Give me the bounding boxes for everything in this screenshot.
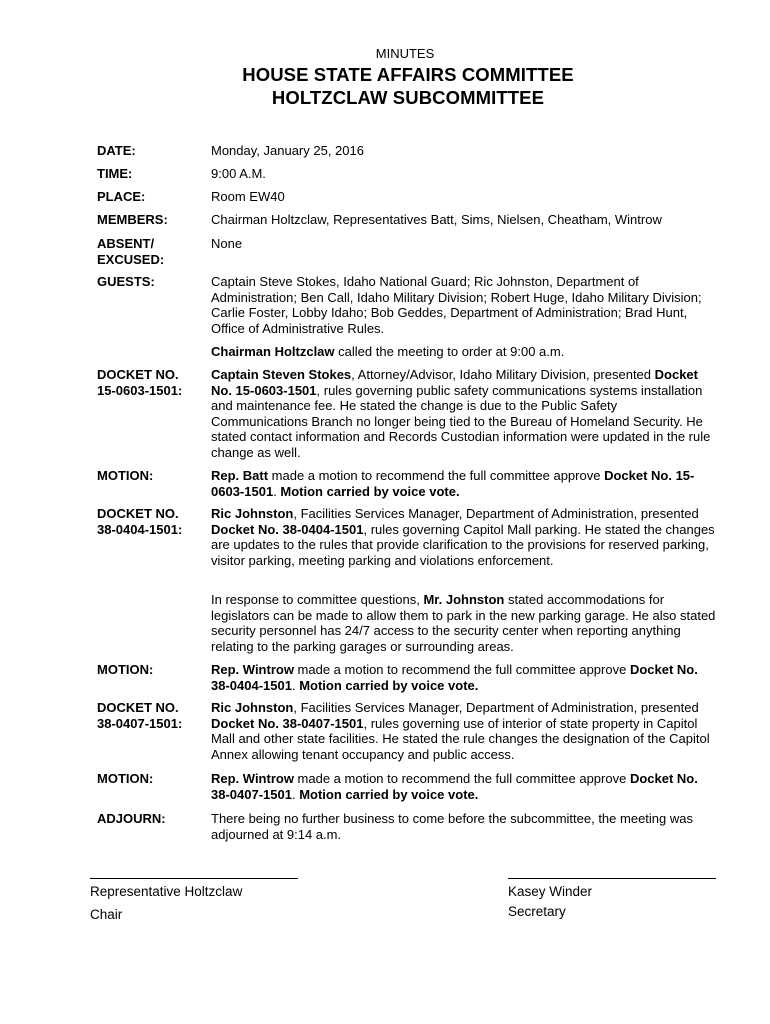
docket-3-presenter: Ric Johnston	[211, 700, 294, 715]
secretary-name: Kasey Winder	[508, 884, 593, 899]
time-label: TIME:	[97, 166, 133, 181]
docket-3-label	[97, 700, 209, 731]
motion-1-text	[211, 468, 717, 499]
members-label: MEMBERS:	[97, 212, 168, 227]
secretary-title: Secretary	[508, 904, 566, 919]
docket-1-text	[211, 367, 717, 461]
docket-3-label-line1: DOCKET NO.	[97, 700, 179, 715]
date-value: Monday, January 25, 2016	[211, 143, 364, 158]
absent-value: None	[211, 236, 243, 251]
docket-2-number: Docket No. 38-0404-1501	[211, 521, 364, 537]
docket-2-presenter: Ric Johnston	[211, 506, 294, 521]
docket-1-text-b: , rules governing public safety communications systems installation and maintenance fee. He stated the change is due to the Public Safety Communications Branch no longer being tied to the Bureau of Homeland Security. He stated contact information and Records Custodian information were updated in the rule change as well.	[211, 382, 711, 460]
chairman-name: Chairman Holtzclaw	[211, 344, 335, 359]
motion-1-text-b: .	[273, 483, 281, 499]
chair-title: Chair	[90, 907, 123, 922]
docket-2-discussion-b: stated accommodations for legislators can be made to allow them to park in the new parking garage. He also stated security personnel has 24/7 access to the security center when reporting anything relating to the parking garages or surrounding areas.	[211, 592, 716, 654]
docket-2-label	[97, 506, 209, 537]
absent-label	[97, 236, 209, 267]
absent-label-line1: ABSENT/	[97, 236, 155, 251]
motion-3-text	[211, 771, 717, 802]
minutes-heading: MINUTES	[375, 46, 435, 61]
motion-1-rep: Rep. Batt	[211, 468, 269, 483]
motion-3-rep: Rep. Wintrow	[211, 771, 294, 786]
members-value: Chairman Holtzclaw, Representatives Batt, Sims, Nielsen, Cheatham, Wintrow	[211, 212, 662, 227]
time-value: 9:00 A.M.	[211, 166, 266, 181]
motion-2-label: MOTION:	[97, 662, 154, 677]
docket-3-text-b: , rules governing use of interior of state property in Capitol Mall and other state facilities. He stated the rule changes the designation of the Capitol Annex allowing tenant occupancy and public access.	[211, 715, 710, 762]
docket-2-discussion	[211, 592, 717, 654]
docket-2-text-b: , rules governing Capitol Mall parking. He stated the changes are updates to the rules that provide clarification to the provisions for reserved parking, visitor parking, meeting parking and violations enforcement.	[211, 521, 715, 568]
docket-3-text	[211, 700, 717, 762]
docket-1-label	[97, 367, 209, 398]
motion-1-docket: Docket No. 15-0603-1501	[211, 468, 695, 499]
absent-label-line2: EXCUSED:	[97, 251, 165, 267]
motion-1-label: MOTION:	[97, 468, 154, 483]
motion-3-label: MOTION:	[97, 771, 154, 786]
motion-2-rep: Rep. Wintrow	[211, 662, 294, 677]
docket-1-label-line2: 15-0603-1501:	[97, 382, 183, 398]
place-value: Room EW40	[211, 189, 285, 204]
docket-2-text-a: , Facilities Services Manager, Department of Administration, presented	[293, 506, 699, 521]
chair-name: Representative Holtzclaw	[90, 884, 243, 899]
call-to-order-sentence: called the meeting to order at 9:00 a.m.	[334, 344, 565, 359]
docket-2-label-line2: 38-0404-1501:	[97, 521, 183, 537]
motion-3-result: Motion carried by voice vote.	[299, 786, 479, 802]
subcommittee-title: HOLTZCLAW SUBCOMMITTEE	[271, 87, 545, 108]
guests-value: Captain Steve Stokes, Idaho National Guard; Ric Johnston, Department of Administration; Ben Call, Idaho Military Division; Robert Huge, Idaho Military Division; Carlie Foster, Lobby Idaho; Bob Geddes, Department of Administration; Brad Hunt, Office of Administrative Rules.	[211, 274, 702, 336]
docket-2-label-line1: DOCKET NO.	[97, 506, 179, 521]
motion-3-text-a: made a motion to recommend the full committee approve	[293, 771, 630, 786]
call-to-order-text	[211, 344, 717, 360]
secretary-signature-line	[508, 878, 716, 879]
docket-2-text	[211, 506, 717, 568]
guests-label: GUESTS:	[97, 274, 155, 289]
motion-1-result: Motion carried by voice vote.	[280, 483, 460, 499]
docket-1-label-line1: DOCKET NO.	[97, 367, 179, 382]
motion-2-result: Motion carried by voice vote.	[299, 677, 479, 693]
docket-3-number: Docket No. 38-0407-1501	[211, 715, 364, 731]
motion-3-docket: Docket No. 38-0407-1501	[211, 771, 698, 802]
date-label: DATE:	[97, 143, 136, 158]
chair-signature-line	[90, 878, 298, 879]
committee-title: HOUSE STATE AFFAIRS COMMITTEE	[242, 64, 574, 85]
docket-3-label-line2: 38-0407-1501:	[97, 715, 183, 731]
docket-1-presenter: Captain Steven Stokes	[211, 367, 352, 382]
docket-1-text-a: , Attorney/Advisor, Idaho Military Division, presented	[351, 367, 655, 382]
motion-3-text-b: .	[291, 786, 300, 802]
place-label: PLACE:	[97, 189, 146, 204]
docket-2-discussion-a: In response to committee questions,	[211, 592, 424, 607]
motion-2-text-b: .	[291, 677, 300, 693]
adjourn-label: ADJOURN:	[97, 811, 166, 826]
adjourn-text: There being no further business to come before the subcommittee, the meeting was adjourned at 9:14 a.m.	[211, 811, 693, 842]
motion-2-text-a: made a motion to recommend the full committee approve	[293, 662, 630, 677]
docket-1-number: Docket No. 15-0603-1501	[211, 367, 698, 398]
docket-2-discussion-name: Mr. Johnston	[423, 592, 505, 607]
motion-2-docket: Docket No. 38-0404-1501	[211, 662, 698, 693]
motion-1-text-a: made a motion to recommend the full committee approve	[268, 468, 605, 483]
docket-3-text-a: , Facilities Services Manager, Department of Administration, presented	[293, 700, 699, 715]
motion-2-text	[211, 662, 717, 693]
